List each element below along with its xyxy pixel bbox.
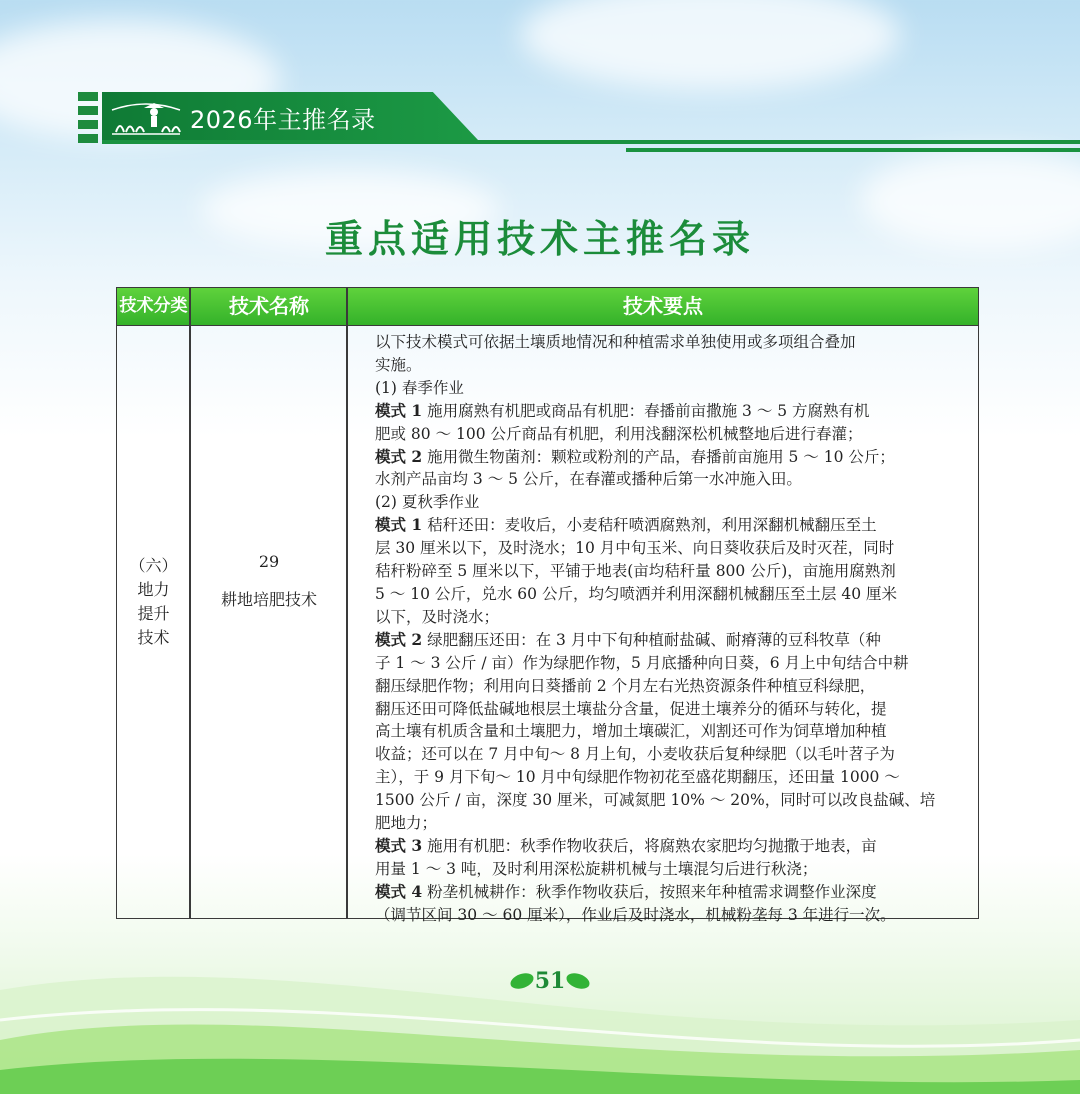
page-number-text: 51 bbox=[534, 968, 566, 994]
farmer-field-icon bbox=[110, 96, 182, 136]
tech-point-line bbox=[375, 675, 971, 698]
line-text: 5 ～ 10 公斤，兑水 60 公斤，均匀喷洒并利用深翻机械翻压至土层 40 厘米 bbox=[375, 584, 898, 603]
line-text: 秸秆粉碎至 5 厘米以下，平铺于地表(亩均秸秆量 800 公斤)，亩施用腐熟剂 bbox=[375, 562, 896, 581]
tech-point-line bbox=[375, 812, 971, 835]
technology-table bbox=[116, 287, 979, 924]
tech-point-line bbox=[375, 560, 971, 583]
category-line: 地力 bbox=[137, 580, 170, 599]
category-line: 技术 bbox=[137, 628, 170, 647]
line-text: 施用微生物菌剂：颗粒或粉剂的产品，春播前亩施用 5 ～ 10 公斤； bbox=[422, 447, 895, 466]
line-text: 翻压绿肥作物；利用向日葵播前 2 个月左右光热资源条件种植豆科绿肥， bbox=[375, 676, 876, 695]
tech-point-line bbox=[375, 583, 971, 606]
line-text: 施用腐熟有机肥或商品有机肥：春播前亩撒施 3 ～ 5 方腐熟有机 bbox=[422, 401, 870, 420]
tech-point-line bbox=[375, 789, 971, 812]
tech-point-line bbox=[375, 446, 971, 469]
header-tech-points: 技术要点 bbox=[623, 294, 703, 318]
line-text: 以下，及时浇水； bbox=[375, 607, 500, 626]
line-text: 肥或 80 ～ 100 公斤商品有机肥，利用浅翻深松机械整地后进行春灌； bbox=[375, 424, 863, 443]
line-text: (2) 夏秋季作业 bbox=[375, 493, 480, 512]
line-text: 1500 公斤 / 亩，深度 30 厘米，可减氮肥 10% ～ 20%，同时可以改良盐碱、培 bbox=[375, 791, 936, 810]
page-title: 重点适用技术主推名录 bbox=[324, 217, 755, 261]
mode-label: 模式 2 bbox=[375, 629, 423, 649]
line-text: 以下技术模式可依据土壤质地情况和种植需求单独使用或多项组合叠加 bbox=[375, 333, 856, 351]
banner-underline-secondary bbox=[626, 148, 1080, 152]
line-text: 主），于 9 月下旬～ 10 月中旬绿肥作物初花至盛花期翻压，还田量 1000 ～ bbox=[375, 768, 900, 787]
mode-label: 模式 4 bbox=[375, 881, 423, 901]
tech-point-line bbox=[375, 858, 971, 881]
header-category: 技术分类 bbox=[119, 296, 188, 316]
tech-point-line bbox=[375, 468, 971, 491]
banner-underline bbox=[102, 140, 1080, 144]
mode-label: 模式 2 bbox=[375, 446, 423, 466]
tech-point-line bbox=[375, 652, 971, 675]
tech-name: 耕地培肥技术 bbox=[220, 590, 317, 609]
category-line: 提升 bbox=[137, 604, 170, 623]
decorative-waves bbox=[0, 930, 1080, 1094]
tech-point-line bbox=[375, 537, 971, 560]
line-text: 层 30 厘米以下，及时浇水；10 月中旬玉米、向日葵收获后及时灭茬，同时 bbox=[375, 539, 895, 558]
line-text: 实施。 bbox=[375, 355, 422, 374]
tech-point-line bbox=[375, 720, 971, 743]
tech-point-line bbox=[375, 423, 971, 446]
line-text: 肥地力； bbox=[375, 814, 438, 833]
header-tech-name: 技术名称 bbox=[229, 294, 309, 318]
tech-point-line bbox=[375, 514, 971, 537]
tech-point-line bbox=[375, 835, 971, 858]
line-text: 秸秆还田：麦收后，小麦秸秆喷洒腐熟剂，利用深翻机械翻压至土 bbox=[422, 516, 877, 535]
line-text: 子 1 ～ 3 公斤 / 亩）作为绿肥作物，5 月底播种向日葵，6 月上中旬结合中耕 bbox=[375, 653, 909, 672]
line-text: 绿肥翻压还田：在 3 月中下旬种植耐盐碱、耐瘠薄的豆科牧草（种 bbox=[422, 630, 881, 649]
tech-point-line bbox=[375, 881, 971, 904]
tech-name-cell bbox=[191, 550, 347, 612]
tech-point-line bbox=[375, 766, 971, 789]
category-line: （六） bbox=[129, 556, 178, 575]
tech-points-cell bbox=[375, 331, 971, 927]
line-text: (1) 春季作业 bbox=[375, 378, 464, 397]
tech-point-line bbox=[375, 377, 971, 400]
line-text: 粉垄机械耕作：秋季作物收获后，按照来年种植需求调整作业深度 bbox=[422, 882, 877, 901]
table-header bbox=[117, 288, 978, 326]
tech-point-line bbox=[375, 354, 971, 377]
tech-point-line bbox=[375, 491, 971, 514]
header-title: 2026年主推名录 bbox=[190, 106, 376, 134]
mode-label: 模式 3 bbox=[375, 835, 423, 855]
tech-point-line bbox=[375, 698, 971, 721]
line-text: 高土壤有机质含量和土壤肥力，增加土壤碳汇，刈割还可作为饲草增加种植 bbox=[375, 722, 887, 741]
header-banner bbox=[78, 92, 1080, 152]
tech-point-line bbox=[375, 606, 971, 629]
category-cell bbox=[117, 554, 190, 650]
cloud bbox=[520, 0, 900, 90]
tech-number: 29 bbox=[258, 552, 280, 571]
tech-point-line bbox=[375, 629, 971, 652]
mode-label: 模式 1 bbox=[375, 400, 423, 420]
tech-point-line bbox=[375, 904, 971, 927]
line-text: 水剂产品亩均 3 ～ 5 公斤，在春灌或播种后第一水冲施入田。 bbox=[375, 470, 802, 489]
tech-point-line bbox=[375, 400, 971, 423]
mode-label: 模式 1 bbox=[375, 515, 423, 535]
tech-point-line bbox=[375, 743, 971, 766]
line-text: 收益；还可以在 7 月中旬～ 8 月上旬，小麦收获后复种绿肥（以毛叶苕子为 bbox=[375, 745, 895, 764]
line-text: 翻压还田可降低盐碱地根层土壤盐分含量，促进土壤养分的循环与转化，提 bbox=[375, 699, 887, 718]
line-text: 用量 1 ～ 3 吨，及时利用深松旋耕机械与土壤混匀后进行秋浇； bbox=[375, 859, 818, 878]
line-text: （调节区间 30 ～ 60 厘米），作业后及时浇水，机械粉垄每 3 年进行一次。 bbox=[375, 905, 896, 924]
tech-point-line bbox=[375, 331, 971, 354]
banner-stripes bbox=[78, 92, 98, 146]
line-text: 施用有机肥：秋季作物收获后，将腐熟农家肥均匀抛撒于地表，亩 bbox=[422, 836, 877, 855]
